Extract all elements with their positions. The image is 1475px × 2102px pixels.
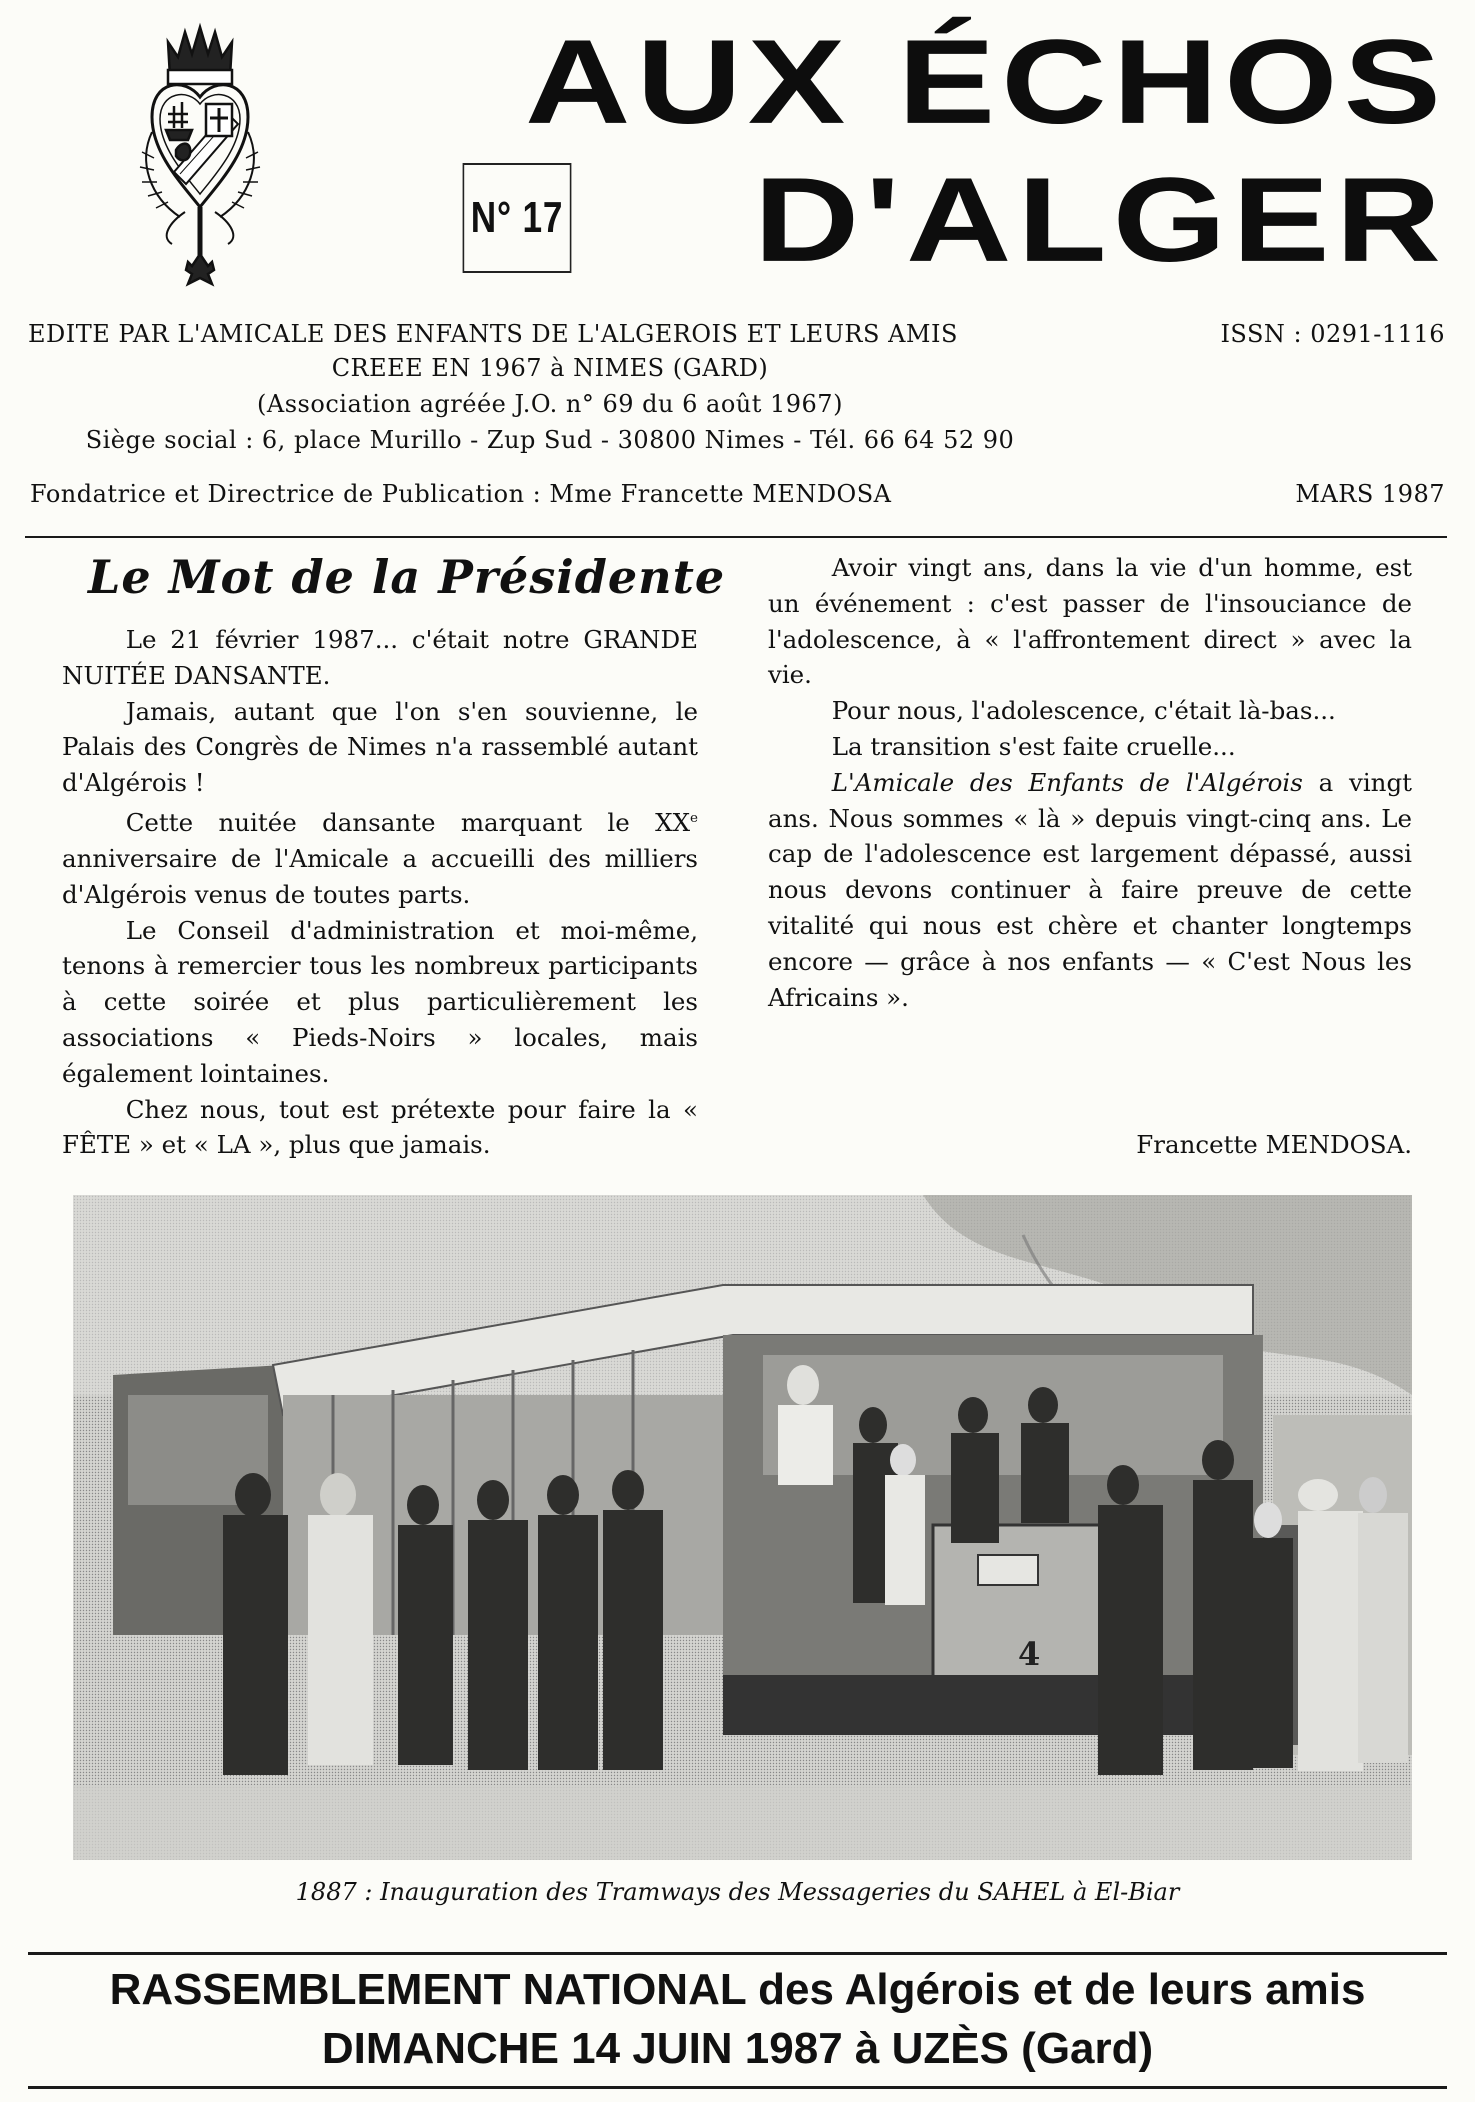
crest-logo bbox=[130, 22, 270, 292]
editorial-title: Le Mot de la Présidente bbox=[88, 550, 726, 604]
photo-image bbox=[73, 1195, 1412, 1860]
paragraph: Chez nous, tout est prétexte pour faire la « FÊTE » et « LA », plus que jamais. bbox=[62, 1094, 698, 1160]
paragraph: Jamais, autant que l'on s'en souvienne, le Palais des Congrès de Nimes n'a rassemblé autant d'Algérois ! bbox=[62, 696, 698, 798]
address-line: Siège social : 6, place Murillo - Zup Sud - 30800 Nimes - Tél. 66 64 52 90 bbox=[85, 426, 1015, 454]
italic-phrase: L'Amicale des Enfants de l'Algérois bbox=[831, 767, 1303, 797]
paragraph: Avoir vingt ans, dans la vie d'un homme, est un événement : c'est passer de l'insouciance de l'adolescence, à « l'affrontement direct » avec la vie. bbox=[768, 553, 1412, 690]
event-banner-line2: DIMANCHE 14 JUIN 1987 à UZÈS (Gard) bbox=[321, 2024, 1154, 2073]
paragraph: La transition s'est faite cruelle... bbox=[831, 731, 1236, 761]
banner-bottom-rule bbox=[28, 2086, 1447, 2089]
crest-icon bbox=[130, 22, 270, 292]
issn: ISSN : 0291-1116 bbox=[1220, 320, 1445, 348]
paragraph: Cette nuitée dansante marquant le XXe anniversaire de l'Amicale a accueilli des milliers d'Algérois venus de toutes parts. bbox=[62, 808, 698, 909]
director-line: Fondatrice et Directrice de Publication : Mme Francette MENDOSA bbox=[30, 480, 892, 508]
paragraph: Pour nous, l'adolescence, c'était là-bas... bbox=[831, 696, 1336, 726]
paragraph: Le Conseil d'administration et moi-même, tenons à remercier tous les nombreux participants à cette soirée et plus particulièrement les associations « Pieds-Noirs » locales, mais également lointaines. bbox=[62, 915, 698, 1088]
editorial-right-column bbox=[768, 550, 1412, 1015]
historic-photo-tramway bbox=[73, 1195, 1412, 1860]
header-divider bbox=[25, 536, 1447, 538]
banner-top-rule bbox=[28, 1952, 1447, 1955]
founded-line: CREEE EN 1967 à NIMES (GARD) bbox=[331, 354, 769, 382]
superscript: e bbox=[690, 809, 698, 826]
issue-date: MARS 1987 bbox=[1295, 480, 1445, 508]
association-line: (Association agréée J.O. n° 69 du 6 août 1967) bbox=[257, 390, 843, 418]
publisher-line: EDITE PAR L'AMICALE DES ENFANTS DE L'ALGEROIS ET LEURS AMIS bbox=[28, 320, 958, 348]
photo-caption: 1887 : Inauguration des Tramways des Messageries du SAHEL à El-Biar bbox=[295, 1878, 1180, 1906]
tram-number: 4 bbox=[1018, 1635, 1041, 1673]
signature: Francette MENDOSA. bbox=[1136, 1130, 1412, 1159]
masthead-title-line1: AUX ÉCHOS bbox=[524, 14, 1447, 149]
editorial-left-column bbox=[62, 622, 698, 1163]
event-banner-line1: RASSEMBLEMENT NATIONAL des Algérois et de leurs amis bbox=[109, 1965, 1366, 2014]
paragraph: Le 21 février 1987... c'était notre GRANDE NUITÉE DANSANTE. bbox=[62, 625, 698, 690]
paragraph: L'Amicale des Enfants de l'Algérois a vingt ans. Nous sommes « là » depuis vingt-cinq ans. Le cap de l'adolescence est largement dépassé, aussi nous devons continuer à faire preuve de cette vitalité qui nous est chère et chanter longtemps encore — grâce à nos enfants — « C'est Nous les Africains ». bbox=[768, 767, 1412, 1012]
issue-number: N° 17 bbox=[463, 163, 572, 273]
masthead-title-line2: D'ALGER bbox=[753, 152, 1447, 287]
